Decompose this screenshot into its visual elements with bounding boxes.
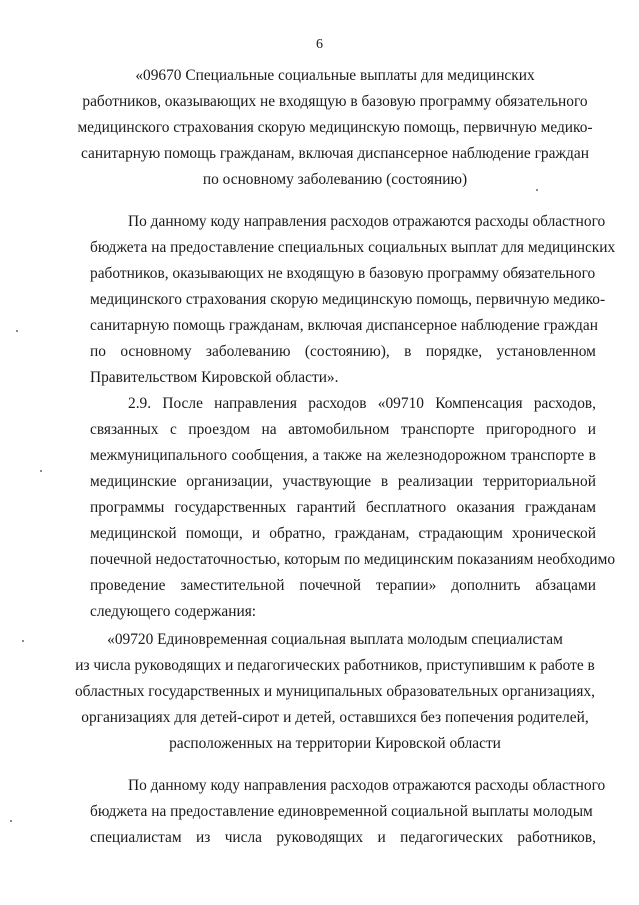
word: терапии»: [376, 577, 437, 594]
scan-speck: [16, 330, 18, 332]
paragraph-line: По данному коду направления расходов отражаются расходы областного: [128, 213, 606, 230]
word: реализации: [397, 473, 474, 490]
word: по: [90, 343, 106, 360]
word: (состоянию),: [304, 343, 390, 360]
word: бесплатного: [365, 499, 447, 516]
paragraph-line: [90, 472, 596, 492]
word: транспорте: [400, 421, 475, 438]
paragraph-line: почечной недостаточностью, которым по медицинским показаниям необходимо: [90, 551, 616, 568]
word: дополнить: [451, 577, 521, 594]
heading-line: по основному заболеванию (состоянию): [202, 171, 468, 188]
word: После: [162, 395, 203, 412]
word: территориальной: [482, 473, 596, 490]
word: и: [587, 421, 596, 438]
word: на: [261, 421, 277, 438]
word: из: [195, 829, 211, 846]
word: в: [380, 473, 389, 490]
word: специалистам: [90, 829, 182, 846]
paragraph-line: следующего содержания:: [90, 603, 257, 620]
paragraph-line: [90, 342, 596, 362]
word: в: [404, 343, 412, 360]
word: абзацами: [535, 577, 596, 594]
word: работников,: [517, 829, 596, 846]
heading-line: «09720 Единовременная социальная выплата молодым специалистам: [107, 631, 563, 648]
scan-speck: [10, 820, 12, 822]
scan-speck: [22, 640, 24, 642]
word: автомобильном: [288, 421, 390, 438]
word: в: [588, 447, 596, 464]
paragraph-line: работников, оказывающих не входящую в базовую программу обязательного: [90, 265, 596, 282]
paragraph-line: бюджета на предоставление единовременной социальной выплаты молодым: [90, 803, 593, 820]
word: участвующие: [282, 473, 372, 490]
word: организации,: [186, 473, 273, 490]
word: также: [323, 447, 363, 464]
word: связанных: [90, 421, 159, 438]
word: заместительной: [180, 577, 285, 594]
page-number: 6: [316, 37, 323, 52]
word: транспорте: [510, 447, 585, 464]
word: гражданам: [525, 499, 596, 516]
word: с: [169, 421, 177, 438]
heading-line: «09670 Специальные социальные выплаты для медицинских: [135, 67, 535, 84]
heading-line: областных государственных и муниципальных образовательных организациях,: [74, 683, 596, 700]
word: педагогических: [400, 829, 504, 846]
heading-line: расположенных на территории Кировской области: [169, 735, 501, 752]
word: установленном: [496, 343, 596, 360]
word: расходов,: [533, 395, 596, 412]
word: 2.9.: [128, 395, 152, 412]
heading-line: медицинского страхования скорую медицинскую помощь, первичную медико-: [77, 119, 593, 136]
paragraph-line: бюджета на предоставление специальных социальных выплат для медицинских: [90, 239, 616, 256]
word: проездом: [188, 421, 250, 438]
word: железнодорожном: [386, 447, 507, 464]
paragraph-line: [90, 420, 596, 440]
scan-speck: [536, 189, 538, 191]
heading-line: из числа руководящих и педагогических работников, приступившим к работе в: [75, 657, 595, 674]
word: пригородного: [486, 421, 577, 438]
scan-speck: [40, 470, 42, 472]
word: государственных: [174, 499, 287, 516]
paragraph-line: [90, 828, 596, 848]
paragraph-line: [90, 446, 596, 466]
word: помощи,: [185, 525, 243, 542]
word: медицинские: [90, 473, 177, 490]
word: гарантий: [296, 499, 356, 516]
word: порядке,: [425, 343, 483, 360]
word: руководящих: [276, 829, 364, 846]
word: и: [377, 829, 386, 846]
paragraph-line: [90, 498, 596, 518]
word: на: [366, 447, 382, 464]
word: «09710: [377, 395, 424, 412]
word: направления: [214, 395, 297, 412]
word: и: [251, 525, 261, 542]
paragraph-line: По данному коду направления расходов отражаются расходы областного: [128, 777, 606, 794]
paragraph-line: санитарную помощь гражданам, включая диспансерное наблюдение граждан: [90, 317, 598, 334]
word: гражданам,: [334, 525, 410, 542]
word: числа: [224, 829, 263, 846]
word: медицинской: [90, 525, 177, 542]
word: заболеванию: [205, 343, 291, 360]
paragraph-line: Правительством Кировской области».: [90, 369, 339, 386]
word: расходов: [308, 395, 367, 412]
paragraph-line: медицинского страхования скорую медицинскую помощь, первичную медико-: [90, 291, 606, 308]
word: межмуниципального: [90, 447, 228, 464]
paragraph-line: [128, 394, 596, 414]
word: почечной: [299, 577, 362, 594]
heading-line: организациях для детей-сирот и детей, оставшихся без попечения родителей,: [81, 709, 589, 726]
word: сообщения,: [231, 447, 308, 464]
paragraph-line: [90, 576, 596, 596]
word: основному: [120, 343, 192, 360]
word: а: [312, 447, 320, 464]
word: проведение: [90, 577, 166, 594]
word: обратно,: [269, 525, 326, 542]
heading-line: санитарную помощь гражданам, включая диспансерное наблюдение граждан: [81, 145, 589, 162]
word: страдающим: [418, 525, 503, 542]
word: Компенсация: [435, 395, 523, 412]
word: оказания: [456, 499, 515, 516]
word: хронической: [511, 525, 596, 542]
heading-line: работников, оказывающих не входящую в базовую программу обязательного: [82, 93, 588, 110]
paragraph-line: [90, 524, 596, 544]
word: программы: [90, 499, 165, 516]
